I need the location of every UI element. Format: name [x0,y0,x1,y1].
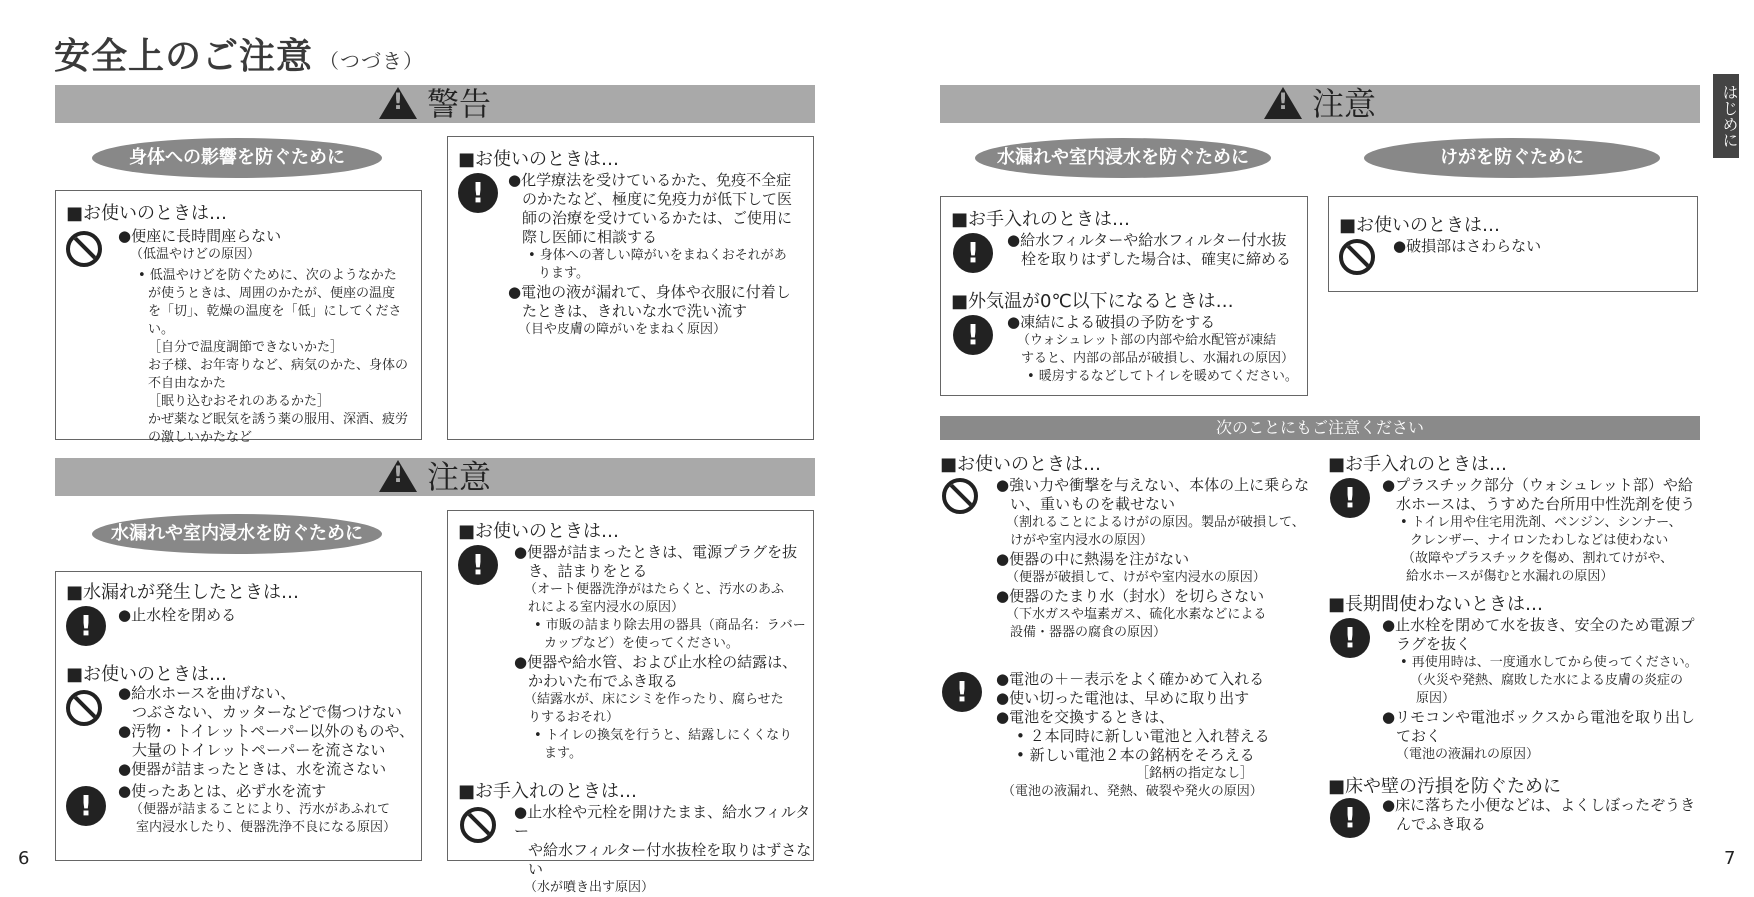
box-b-line: のかたなど、極度に免疫力が低下して医 [522,190,793,208]
box-c-line: ●使ったあとは、必ず水を流す [118,782,327,800]
col-h-line: ておく [1396,727,1442,745]
box-c-heading1: ■水漏れが発生したときは… [66,582,300,603]
pill-water-right-label: 水漏れや室内浸水を防ぐために [997,147,1249,168]
box-a-sub [138,267,423,447]
box-d-line: • トイレの換気を行うと、結露しにくくなり [534,728,793,743]
col-h-line: （故障やプラスチックを傷め、割れてけがや、 [1402,551,1674,566]
box-a-line: （低温やけどの原因） [130,247,261,262]
exclamation-icon: ! [66,786,106,826]
box-water-leak [55,571,422,861]
col-h-heading1: ■お手入れのときは… [1328,454,1508,475]
col-g-line: ●電池を交換するときは、 [996,708,1175,726]
exclamation-icon: ! [953,233,993,273]
caution-banner-left-label: 注意 [426,458,491,496]
box-a-sub-line: の激しいかたなど [148,430,253,445]
box-c-line: 室内浸水したり、便器洗浄不良になる原因） [136,820,397,835]
box-b-line: ●電池の液が漏れて、身体や衣服に付着し [508,283,791,301]
box-c-line: （便器が詰まることにより、汚水があふれて [130,802,391,817]
exclamation-icon: ! [1330,798,1370,838]
box-a-sub-line: が使うときは、周囲のかたが、便座の温度 [148,286,396,301]
col-h-line: んでふき取る [1396,815,1487,833]
col-g-line: けがや室内浸水の原因） [1010,533,1154,548]
box-b-line: • 身体への著しい障がいをまねくおそれがあ [528,248,787,263]
col-g-line: （割れることによるけがの原因。製品が破損して、 [1006,515,1305,530]
box-a-main [118,227,418,264]
pill-body-effect [92,138,382,178]
box-d-line: ●便器や給水管、および止水栓の結露は、 [514,653,798,671]
col-g-line: • ２本同時に新しい電池と入れ替える [1016,727,1270,745]
box-body-usage [55,190,422,445]
box-e-line: ●給水フィルターや給水フィルター付水抜 [1007,231,1287,249]
box-d-line: や給水フィルター付水抜栓を取りはずさない [528,841,812,878]
caution-banner-right-label: 注意 [1311,85,1376,123]
col-g-line: ［銘柄の指定なし］ [1136,766,1254,781]
pill-water-left-label: 水漏れや室内浸水を防ぐために [111,523,363,544]
box-clog-usage [447,510,814,895]
box-d-line: ●止水栓や元栓を開けたまま、給水フィルター [514,803,811,840]
col-g [940,450,1318,810]
col-h-line: ●止水栓を閉めて水を抜き、安全のため電源プ [1382,616,1695,634]
caution-triangle-icon [379,460,417,492]
pill-water-left [92,514,382,554]
exclamation-icon: ! [953,315,993,355]
box-injury-usage [1328,196,1698,292]
col-h-line: ●リモコンや電池ボックスから電池を取り出し [1382,708,1695,726]
box-d-lines2 [514,803,814,897]
col-g-line: （便器が破損して、けがや室内浸水の原因） [1006,570,1266,585]
box-c-line: ●汚物・トイレットペーパー以外のものや、 [118,722,415,740]
box-e-heading2: ■外気温が0℃以下になるときは… [951,291,1234,312]
col-g-line: ●便器の中に熱湯を注がない [996,550,1190,568]
box-c-line: ●給水ホースを曲げない、 [118,684,296,702]
box-d-line: （結露水が、床にシミを作ったり、腐らせた [524,692,784,707]
box-d-line: き、詰まりをとる [528,562,648,580]
side-tab-label: はじめに [1720,84,1739,148]
box-e-line: ●凍結による破損の予防をする [1007,313,1216,331]
col-h-lines3 [1382,796,1702,834]
box-e-lines1 [1007,231,1307,269]
col-h-line: ●プラスチック部分（ウォシュレット部）や給 [1382,476,1693,494]
col-h-line: クレンザー、ナイロンたわしなどは使わない [1410,533,1669,548]
box-d-line: （オート便器洗浄がはたらくと、汚水のあふ [524,582,785,597]
exclamation-icon: ! [1330,618,1370,658]
pill-injury-label: けがを防ぐために [1440,147,1584,168]
col-h-heading3: ■床や壁の汚損を防ぐために [1328,776,1562,797]
box-a-sub-line: ［眠り込むおそれのあるかた］ [148,394,331,409]
page-title [54,28,424,79]
box-b-heading: ■お使いのときは… [458,149,620,170]
exclamation-icon: ! [66,606,106,646]
box-a-heading: ■お使いのときは… [66,203,228,224]
prohibition-icon [460,807,496,843]
col-h-line: ●床に落ちた小便などは、よくしぼったぞうき [1382,796,1696,814]
box-d-line: カップなど）を使ってください。 [544,636,739,651]
caution-banner-left [55,458,815,496]
box-e-lines2 [1007,313,1307,386]
box-b-line: 師の治療を受けているかたは、ご使用に [522,209,793,227]
box-e-heading1: ■お手入れのときは… [951,209,1131,230]
title-sub: （つづき） [319,49,425,73]
box-b-line: 際し医師に相談する [522,228,658,246]
col-g-line: ●便器のたまり水（封水）を切らさない [996,587,1265,605]
box-a-sub-line: を「切」、乾燥の温度を「低」にしてください。 [148,304,402,337]
box-c-heading2: ■お使いのときは… [66,664,228,685]
col-g-lines1 [996,476,1316,642]
page-number-right: 7 [1724,848,1736,869]
box-a-sub-line: • 低温やけどを防ぐために、次のようなかた [138,268,397,283]
box-immune-usage [447,136,814,440]
box-d-line: ●便器が詰まったときは、電源プラグを抜 [514,543,798,561]
col-h-line: （電池の液漏れの原因） [1396,747,1540,762]
notice-bar-label: 次のことにもご注意ください [1215,418,1424,437]
box-e-line: 栓を取りはずした場合は、確実に締める [1021,250,1292,268]
side-tab[interactable] [1713,74,1739,158]
col-g-line: • 新しい電池２本の銘柄をそろえる [1016,746,1255,764]
box-b-line: たときは、きれいな水で洗い流す [522,302,748,320]
box-b-line: ●化学療法を受けているかた、免疫不全症 [508,171,792,189]
box-d-line: かわいた布でふき取る [528,672,679,690]
col-g-lines2 [996,670,1316,801]
box-d-line: りするおそれ） [528,710,620,725]
col-h-line: • トイレ用や住宅用洗剤、ベンジン、シンナー、 [1400,515,1682,530]
notice-bar [940,416,1700,440]
box-e-line: • 暖房するなどしてトイレを暖めてください。 [1027,369,1298,384]
warning-banner [55,85,815,123]
col-h-lines2 [1382,616,1702,764]
col-g-line: ●電池の＋－表示をよく確かめて入れる [996,670,1265,688]
box-c-line: ●便器が詰まったときは、水を流さない [118,760,387,778]
box-c-line: つぶさない、カッターなどで傷つけない [132,703,402,721]
col-g-line: （電池の液漏れ、発熱、破裂や発火の原因） [1002,784,1263,799]
box-b-line: ります。 [538,266,589,281]
title-main: 安全上のご注意 [54,36,314,77]
col-h-heading2: ■長期間使わないときは… [1328,594,1544,615]
box-c-lines2 [118,684,418,779]
box-c-lines3 [118,782,418,837]
box-a-sub-line: ［自分で温度調節できないかた］ [148,340,344,355]
box-b-body [508,171,813,339]
warning-banner-label: 警告 [426,85,491,123]
caution-banner-right [940,85,1700,123]
col-h-line: • 再使用時は、一度通水してから使ってください。 [1400,655,1698,670]
col-g-line: （下水ガスや塩素ガス、硫化水素などによる [1006,607,1267,622]
box-a-sub-line: お子様、お年寄りなど、病気のかた、身体の [148,358,409,373]
prohibition-icon [66,231,102,267]
col-h-line: 水ホースは、うすめた台所用中性洗剤を使う [1396,495,1696,513]
box-c-line1: ●止水栓を閉める [118,606,237,624]
pill-body-effect-label: 身体への影響を防ぐために [129,147,345,168]
prohibition-icon [1339,239,1375,275]
box-d-lines1 [514,543,814,763]
box-d-line: ます。 [544,746,582,761]
pill-injury [1364,138,1660,178]
box-care-freeze [940,196,1308,396]
prohibition-icon [66,690,102,726]
exclamation-icon: ! [458,173,498,213]
box-f-line: ●破損部はさわらない [1393,237,1542,255]
box-d-line: れによる室内浸水の原因） [528,600,685,615]
box-b-line: （目や皮膚の障がいをまねく原因） [518,322,727,337]
pill-water-right [975,138,1271,178]
box-a-sub-line: 不自由なかた [148,376,227,391]
col-h-line: 給水ホースが傷むと水漏れの原因） [1406,569,1614,584]
box-a-line: ●便座に長時間座らない [118,227,282,245]
box-e-line: （ウォシュレット部の内部や給水配管が凍結 [1017,333,1277,348]
col-g-line: 設備・器器の腐食の原因） [1010,625,1167,640]
col-h-line: 原因） [1416,691,1456,706]
col-g-heading: ■お使いのときは… [940,454,1102,475]
page-number-left: 6 [18,848,30,869]
box-d-heading1: ■お使いのときは… [458,521,620,542]
col-g-line: い、重いものを載せない [1010,495,1176,513]
exclamation-icon: ! [942,672,982,712]
box-d-line: • 市販の詰まり除去用の器具（商品名：ラバー [534,618,806,633]
box-a-sub-line: かぜ薬など眠気を誘う薬の服用、深酒、疲労 [148,412,409,427]
col-h-lines1 [1382,476,1702,586]
box-d-heading2: ■お手入れのときは… [458,781,638,802]
box-c-line: 大量のトイレットペーパーを流さない [132,741,386,759]
prohibition-icon [942,478,978,514]
col-g-line: ●強い力や衝撃を与えない、本体の上に乗らな [996,476,1310,494]
col-g-line: ●使い切った電池は、早めに取り出す [996,689,1250,707]
box-f-heading: ■お使いのときは… [1339,215,1501,236]
caution-triangle-icon [1264,87,1302,119]
col-h-line: （火災や発熱、腐敗した水による皮膚の炎症の [1410,673,1684,688]
warning-triangle-icon [379,87,417,119]
col-h-line: ラグを抜く [1396,635,1472,653]
box-e-line: すると、内部の部品が破損し、水漏れの原因） [1021,351,1295,366]
exclamation-icon: ! [1330,478,1370,518]
exclamation-icon: ! [458,545,498,585]
box-d-line: （水が噴き出す原因） [524,880,655,895]
col-h [1328,450,1700,840]
